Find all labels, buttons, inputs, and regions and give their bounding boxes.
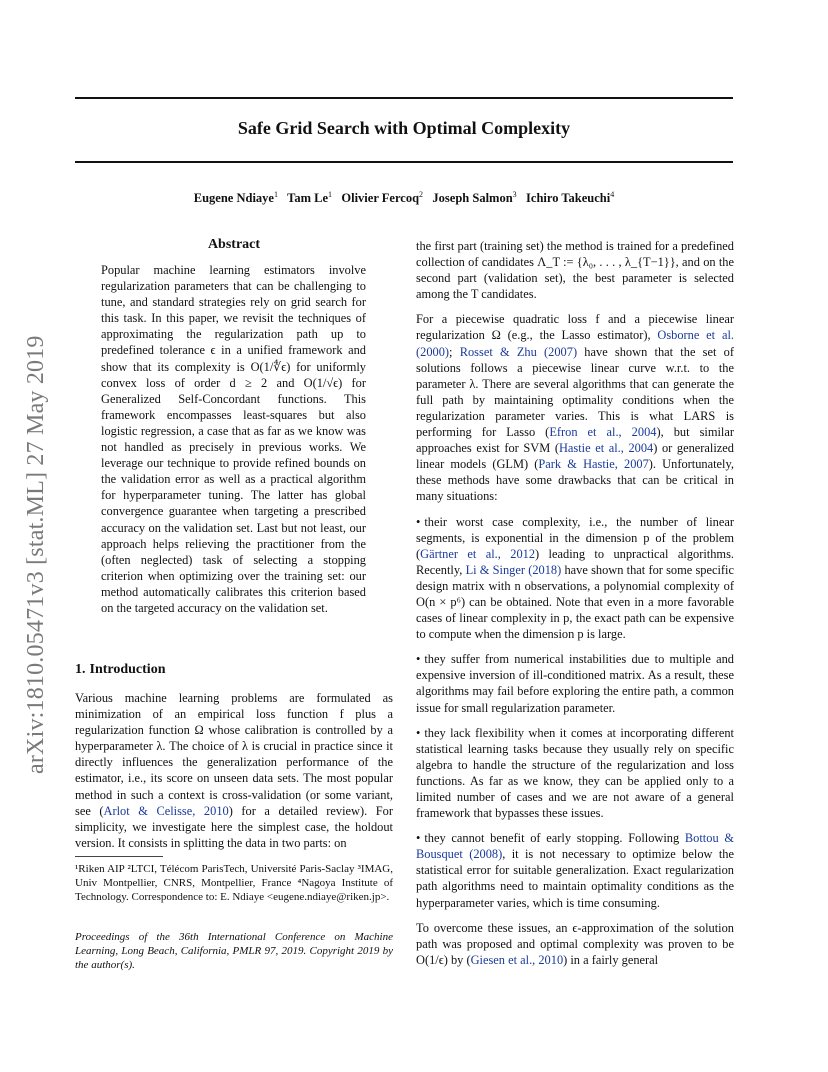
section-title: Introduction — [89, 662, 166, 677]
author-affiliation-mark: 3 — [512, 190, 517, 199]
citation-link[interactable]: Giesen et al., 2010 — [470, 952, 564, 967]
author: Joseph Salmon — [432, 191, 513, 206]
author-affiliation-mark: 2 — [419, 190, 424, 199]
text-span: ), but similar approaches exist for SVM ( — [416, 425, 734, 456]
text-span: they cannot benefit of early stopping. Following — [424, 831, 685, 846]
arxiv-identifier: arXiv:1810.05471v3 [stat.ML] 27 May 2019 — [23, 335, 49, 774]
footnote-proceedings — [75, 930, 393, 972]
author-affiliation-mark: 1 — [273, 190, 278, 199]
citation-link[interactable]: Li & Singer (2018) — [465, 562, 562, 577]
paragraph: the first part (training set) the method is trained for a predefined collection of candidates Λ_T := {λ₀, . . . , λ_{T−1}}, and on the second part (validation set), the best parameter is selected among the T candidates. — [416, 239, 734, 302]
citation-link[interactable]: Park & Hastie, 2007 — [538, 457, 649, 472]
author-affiliation-mark: 1 — [328, 190, 333, 199]
footnote-affiliations — [75, 862, 393, 904]
text-span: ) or generalized linear models (GLM) ( — [416, 441, 735, 472]
text-span: their worst case complexity, i.e., the number of linear segments, is exponential in the dimension p of the problem ( — [416, 514, 734, 561]
footnote-rule — [75, 856, 163, 857]
right-column — [416, 238, 734, 968]
text-span: they lack flexibility when it comes at incorporating different statistical learning tasks because they usually rely on specific algebra to handle the structure of the regularization and loss functions. As far as we know, they can be applied only to a limited number of cases and we are not aware of a general framework that bypasses these issues. — [416, 725, 734, 821]
title-bottom-rule — [75, 161, 733, 163]
author-list — [75, 190, 733, 206]
text-span: For a piecewise quadratic loss f and a piecewise linear regularization Ω (e.g., the Lasso estimator), — [416, 312, 734, 343]
section-heading-introduction — [75, 662, 165, 678]
paper-title: Safe Grid Search with Optimal Complexity — [237, 118, 571, 138]
paragraph — [416, 920, 734, 968]
bullet-item — [416, 651, 734, 715]
citation-link[interactable]: Hastie et al., 2004 — [558, 441, 654, 456]
section-number: 1. — [75, 662, 86, 677]
text-span: ) leading to unpractical algorithms. Recently, — [416, 546, 734, 577]
bullet-icon: • — [416, 725, 421, 740]
bullet-icon: • — [416, 831, 421, 846]
bullet-item — [416, 725, 734, 822]
title-top-rule — [75, 97, 733, 99]
paragraph — [416, 311, 734, 504]
citation-link[interactable]: Gärtner et al., 2012 — [420, 546, 536, 561]
text-span: have shown that for some specific design matrix with n observations, a polynomial complexity of O(n × p⁶) can be obtained. Note that even in a more favorable cases of linear complexity in p, the exact path can be expensive to compute when the dimension p is large. — [416, 562, 735, 642]
affiliations-text: ¹Riken AIP ²LTCI, Télécom ParisTech, Université Paris-Saclay ³IMAG, Univ Montpellier, CNRS, Montpellier, France ⁴Nagoya Institute of Technology. Correspondence to: E. Ndiaye <eugene.ndiaye@riken.jp>. — [75, 863, 393, 903]
author: Ichiro Takeuchi — [526, 191, 611, 206]
author: Olivier Fercoq — [341, 191, 420, 206]
citation-link[interactable]: Efron et al., 2004 — [549, 425, 657, 440]
author: Eugene Ndiaye — [193, 191, 274, 206]
bullet-item — [416, 830, 734, 910]
citation-link[interactable]: Osborne et al. (2000) — [416, 328, 734, 359]
text-span: they suffer from numerical instabilities due to multiple and expensive inversion of ill-conditioned matrix. As a result, these algorithms may fail before exploring the entire path, a common issue for small regularization parameter. — [416, 652, 734, 715]
proceedings-text: Proceedings of the 36th International Conference on Machine Learning, Long Beach, California, PMLR 97, 2019. Copyright 2019 by the author(s). — [75, 931, 393, 971]
text-span: have shown that the set of solutions follows a piecewise linear curve w.r.t. to the parameter λ. There are several algorithms that can generate the full path by maintaining optimality conditions when the regularization parameter varies. This is what LARS is performing for Lasso ( — [416, 344, 734, 440]
bullet-icon: • — [416, 652, 421, 667]
abstract-text: Popular machine learning estimators involve regularization parameters that can be challenging to tune, and standard strategies rely on grid search for this task. In this paper, we revisit the techniques of approximating the regularization path up to predefined tolerance ϵ in a unified framework and show that its complexity is O(1/∜ϵ) for uniformly convex loss of order d ≥ 2 and O(1/√ϵ) for Generalized Self-Concordant functions. This framework encompasses least-squares but also logistic regression, a case that as far as we know was not handled as precisely in previous works. We leverage our technique to provide refined bounds on the validation error as well as a practical algorithm for hyperparameter tuning. The latter has global convergence guarantee when targeting a prescribed accuracy on the validation set. Last but not least, our approach helps relieving the practitioner from the (often neglected) task of selecting a stopping criterion when optimizing over the training set: our method automatically calibrates this criterion based on the targeted accuracy on the validation set. — [101, 263, 366, 615]
abstract-heading: Abstract — [207, 237, 261, 252]
text-span: ; — [449, 344, 460, 359]
text-span: To overcome these issues, an ϵ-approximation of the solution path was proposed and optimal complexity was proven to be O(1/ϵ) by ( — [416, 920, 734, 967]
citation-link[interactable]: Arlot & Celisse, 2010 — [103, 803, 229, 818]
citation-link[interactable]: Bottou & Bousquet (2008) — [416, 831, 734, 862]
intro-text: ) for a detailed review). For simplicity, we investigate here the simplest case, the holdout version. It consists in splitting the data in two parts: on — [75, 803, 394, 850]
text-span: ) in a fairly general — [563, 952, 659, 967]
author: Tam Le — [287, 191, 329, 206]
author-affiliation-mark: 4 — [610, 190, 615, 199]
bullet-item — [416, 514, 734, 643]
text-span: ). Unfortunately, these methods have some drawbacks that can be critical in many situations: — [416, 457, 734, 504]
intro-paragraph — [75, 690, 393, 851]
text-span: , it is not necessary to optimize below the statistical error for suitable generalization. Exact regularization path algorithms need to maintain optimality conditions as the hyperparameter varies, which is time consuming. — [416, 847, 734, 910]
intro-text: Various machine learning problems are formulated as minimization of an empirical loss function f plus a regularization function Ω whose calibration is controlled by a hyperparameter λ. The choice of λ is crucial in practice since it directly influences the generalization performance of the estimator, i.e., its score on unseen data sets. The most popular method in such a context is cross-validation (or some variant, see ( — [75, 691, 393, 818]
citation-link[interactable]: Rosset & Zhu (2007) — [459, 344, 578, 359]
bullet-icon: • — [416, 514, 421, 529]
